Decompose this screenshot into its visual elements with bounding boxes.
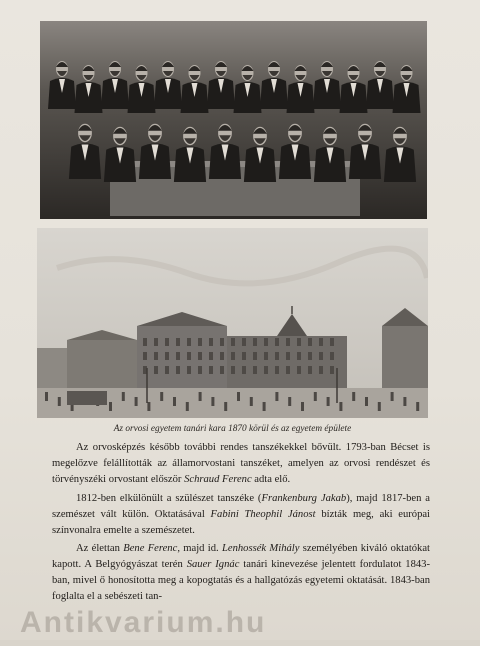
paragraph bbox=[52, 440, 430, 488]
figure-caption: Az orvosi egyetem tanári kara 1870 körül és az egyetem épülete bbox=[113, 424, 352, 434]
text-run: adta elő. bbox=[251, 473, 291, 485]
text-run: Az orvosképzés később további rendes tanszékekkel bővült. 1793-ban Bécset is megelőzve felállították az államorvostani tanszéket, amelyen az orvosi rendészet és törvényszéki orvostant először bbox=[52, 442, 430, 485]
italic-name: Sauer Ignác bbox=[186, 559, 240, 571]
italic-name: Schraud Ferenc bbox=[184, 473, 252, 485]
italic-name: Bene Ferenc bbox=[123, 543, 178, 555]
text-run: ), majd 1817-ben a szemészet vált külön. Oktatásával bbox=[52, 492, 430, 520]
italic-name: Lenhossék Mihály bbox=[221, 543, 300, 555]
text-run: tanári kinevezése jelentett fordulatot 1843-ban, mivel ő honosította meg a kopogtatás és a hallgatózás egyetemi oktatását. 1843-ban foglalta el a sebészeti tan- bbox=[52, 559, 431, 603]
body-text bbox=[52, 440, 430, 605]
text-run: Az élettan bbox=[76, 543, 124, 555]
university-building-engraving bbox=[37, 228, 428, 418]
text-run: , majd id. bbox=[177, 543, 222, 555]
text-run: 1812-ben elkülönült a szülészet tanszéke ( bbox=[76, 492, 262, 504]
paragraph bbox=[52, 491, 430, 539]
italic-name: Fabini Theophil Jánost bbox=[210, 508, 316, 520]
watermark-text: Antikvarium.hu bbox=[20, 606, 267, 639]
text-run: személyében kiváló oktatókat kapott. A Belgyógyászat terén bbox=[52, 543, 430, 571]
italic-name: Frankenburg Jakab bbox=[261, 492, 347, 504]
paragraph bbox=[52, 541, 430, 605]
faculty-group-photo bbox=[40, 21, 427, 219]
text-run: bízták meg, aki európai színvonalra emelte a szemészetet. bbox=[52, 508, 431, 536]
